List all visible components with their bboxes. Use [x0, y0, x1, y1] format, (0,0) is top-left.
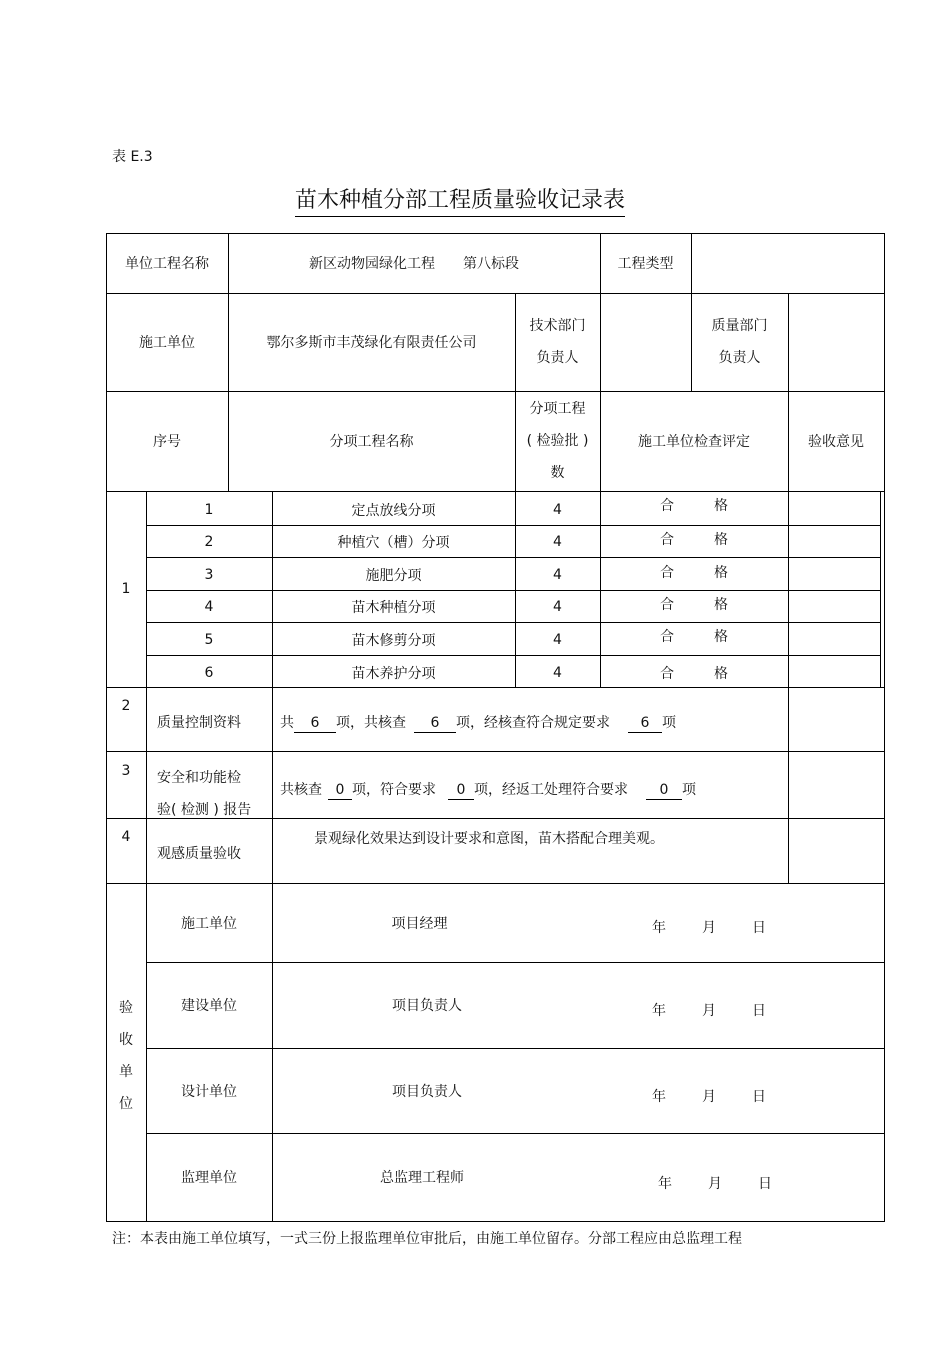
date-day: 日	[752, 1089, 766, 1105]
row-count: 4	[553, 502, 562, 518]
item2-total: 6	[294, 714, 336, 733]
row-name: 种植穴（槽）分项	[337, 535, 450, 551]
col-count	[515, 391, 600, 491]
tech-head-line1: 技术部门	[529, 318, 586, 334]
item2-no: 2	[121, 698, 131, 714]
item3-label-line2: 验( 检测 ) 报告	[157, 802, 252, 818]
col-seq: 序号	[153, 434, 181, 450]
item4-label: 观感质量验收	[157, 846, 241, 862]
project-type-label: 工程类型	[617, 256, 674, 272]
row-result: 合 格	[660, 597, 728, 613]
item4-text: 景观绿化效果达到设计要求和意图，苗木搭配合理美观。	[314, 831, 664, 847]
row-count: 4	[553, 665, 562, 681]
row-no: 2	[204, 534, 214, 550]
row-result: 合 格	[660, 532, 728, 548]
quality-head-line2: 负责人	[718, 350, 761, 366]
quality-head-label	[691, 293, 788, 391]
row-count: 4	[553, 599, 562, 615]
date-month: 月	[702, 1089, 716, 1105]
acceptance-role: 项目负责人	[392, 998, 462, 1014]
row-no: 3	[204, 567, 214, 583]
contractor-value: 鄂尔多斯市丰茂绿化有限责任公司	[266, 335, 477, 351]
contractor-label: 施工单位	[139, 335, 195, 351]
date-month: 月	[702, 920, 716, 936]
row-no: 1	[204, 502, 214, 518]
col-count-line1: 分项工程	[529, 401, 586, 417]
row-name: 定点放线分项	[351, 503, 436, 519]
quality-head-line1: 质量部门	[711, 318, 768, 334]
row-name: 苗木修剪分项	[351, 633, 436, 649]
acceptance-unit: 施工单位	[181, 915, 237, 932]
unit-project-value: 新区动物园绿化工程 第八标段	[309, 256, 519, 272]
date-month: 月	[702, 1003, 716, 1019]
form-label: 表 E.3	[112, 149, 153, 165]
acceptance-unit: 建设单位	[181, 998, 237, 1014]
row-name: 施肥分项	[365, 568, 422, 584]
col-count-line2: ( 检验批 )	[526, 433, 589, 449]
date-day: 日	[752, 1003, 766, 1019]
row-no: 5	[204, 632, 214, 648]
col-acceptance: 验收意见	[808, 434, 864, 450]
item4-no: 4	[121, 829, 131, 845]
item2-label: 质量控制资料	[157, 715, 241, 731]
date-year: 年	[652, 1003, 666, 1019]
project-type-value	[691, 233, 884, 293]
tech-head-line2: 负责人	[536, 350, 579, 366]
date-year: 年	[652, 920, 666, 936]
row-count: 4	[553, 567, 562, 583]
item2-conform: 6	[628, 714, 662, 733]
item3-no: 3	[121, 763, 131, 779]
page-title: 苗木种植分部工程质量验收记录表	[295, 186, 625, 217]
item3-label	[157, 762, 251, 826]
group1-no: 1	[121, 581, 131, 597]
col-count-line3: 数	[550, 465, 565, 481]
date-month: 月	[708, 1176, 722, 1192]
row-count: 4	[553, 534, 562, 550]
row-result: 合 格	[660, 565, 728, 581]
row-name: 苗木养护分项	[351, 666, 436, 682]
acceptance-unit: 设计单位	[181, 1083, 237, 1100]
acceptance-unit: 监理单位	[181, 1170, 237, 1186]
item3-rework: 0	[646, 781, 682, 800]
tech-head-label	[515, 293, 600, 391]
row-result: 合 格	[660, 498, 728, 514]
date-year: 年	[658, 1176, 672, 1192]
item2-checked: 6	[414, 714, 456, 733]
row-result: 合 格	[660, 629, 728, 645]
item3-label-line1: 安全和功能检	[157, 770, 241, 786]
row-result: 合 格	[660, 666, 728, 682]
col-self-check: 施工单位检查评定	[638, 434, 750, 450]
item2-text: 共 6 项，共核查 6 项，经核查符合规定要求 6 项	[280, 715, 676, 731]
row-count: 4	[553, 632, 562, 648]
unit-project-label: 单位工程名称	[125, 256, 209, 272]
row-no: 6	[204, 665, 214, 681]
date-day: 日	[758, 1176, 772, 1192]
acceptance-role: 总监理工程师	[380, 1170, 464, 1186]
acceptance-role: 项目负责人	[392, 1083, 462, 1100]
item3-conform: 0	[448, 781, 474, 800]
acceptance-role: 项目经理	[391, 915, 448, 932]
row-name: 苗木种植分项	[351, 600, 436, 616]
acceptance-group-label: 验 收 单 位	[119, 1000, 133, 1112]
item3-checked: 0	[328, 781, 352, 800]
row-no: 4	[204, 599, 214, 615]
footnote: 注：本表由施工单位填写，一式三份上报监理单位审批后，由施工单位留存。分部工程应由总监理工程	[112, 1231, 742, 1247]
col-name: 分项工程名称	[329, 434, 414, 450]
item3-text: 共核查 0 项，符合要求 0 项，经返工处理符合要求 0 项	[280, 782, 696, 798]
date-day: 日	[752, 920, 766, 936]
date-year: 年	[652, 1089, 666, 1105]
